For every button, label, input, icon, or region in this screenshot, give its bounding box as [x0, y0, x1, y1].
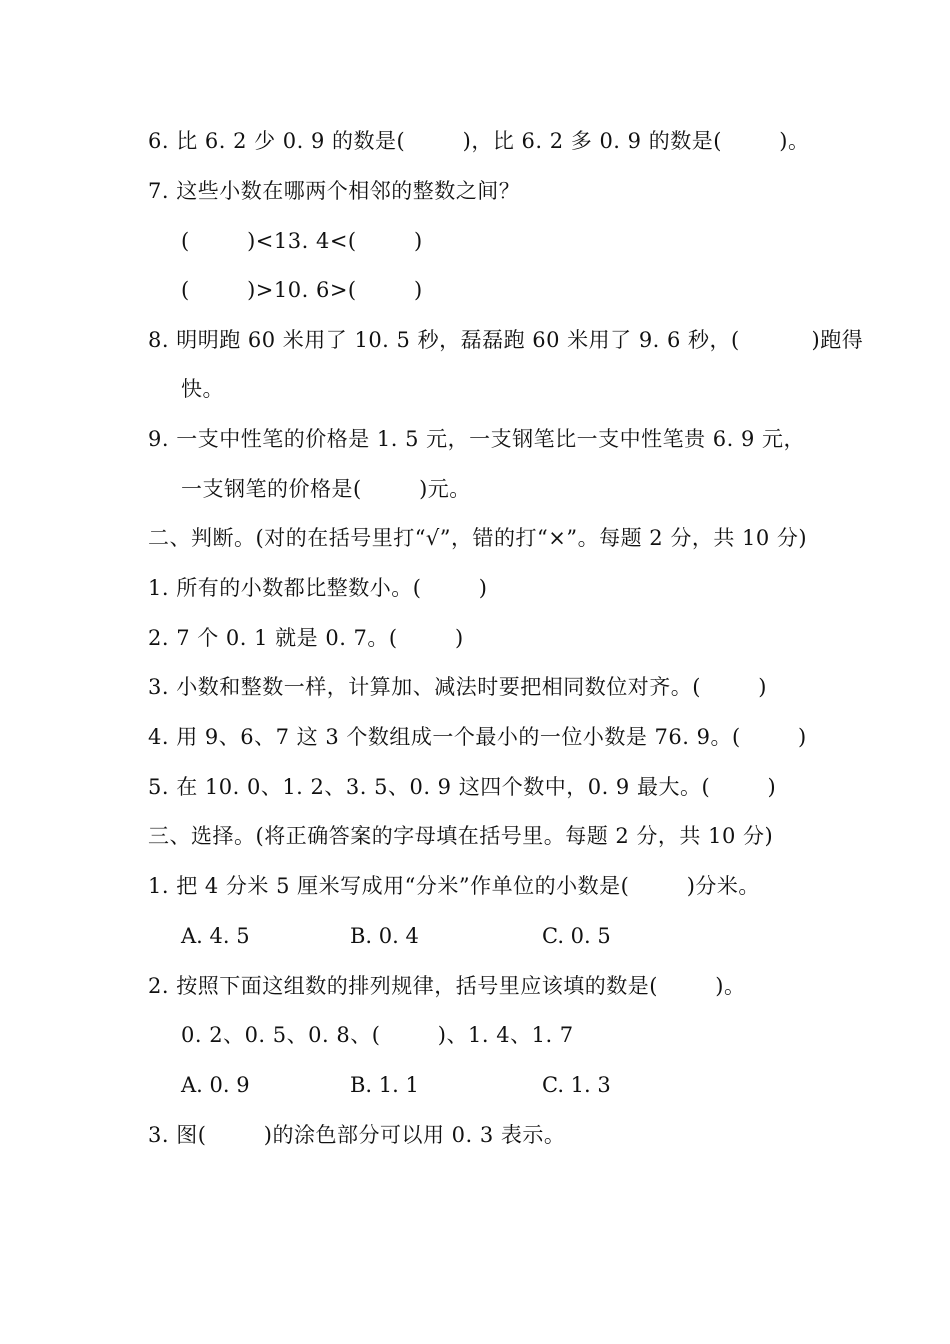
question-6: 6. 比 6. 2 少 0. 9 的数是( )，比 6. 2 多 0. 9 的数是( )。: [148, 129, 810, 153]
question-7-inequality-a: ( )<13. 4<( ): [181, 229, 423, 253]
choice-1-option-b: B. 0. 4: [350, 924, 419, 948]
judge-item-5: 5. 在 10. 0、1. 2、3. 5、0. 9 这四个数中，0. 9 最大。( ): [148, 775, 777, 799]
section-judge-heading: 二、判断。(对的在括号里打“√”，错的打“×”。每题 2 分，共 10 分): [148, 526, 808, 550]
judge-item-2: 2. 7 个 0. 1 就是 0. 7。( ): [148, 626, 464, 650]
choice-2-option-b: B. 1. 1: [350, 1073, 419, 1097]
choice-1-option-c: C. 0. 5: [542, 924, 611, 948]
judge-item-1: 1. 所有的小数都比整数小。( ): [148, 576, 488, 600]
question-7: 7. 这些小数在哪两个相邻的整数之间？: [148, 179, 521, 203]
choice-question-2: 2. 按照下面这组数的排列规律，括号里应该填的数是( )。: [148, 974, 746, 998]
choice-2-sequence: 0. 2、0. 5、0. 8、( )、1. 4、1. 7: [181, 1023, 574, 1047]
question-9-line-1: 9. 一支中性笔的价格是 1. 5 元，一支钢笔比一支中性笔贵 6. 9 元，: [148, 427, 806, 451]
question-8-line-2: 快。: [181, 377, 224, 401]
choice-question-1: 1. 把 4 分米 5 厘米写成用“分米”作单位的小数是( )分米。: [148, 874, 760, 898]
judge-item-3: 3. 小数和整数一样，计算加、减法时要把相同数位对齐。( ): [148, 675, 767, 699]
judge-item-4: 4. 用 9、6、7 这 3 个数组成一个最小的一位小数是 76. 9。( ): [148, 725, 807, 749]
section-choice-heading: 三、选择。(将正确答案的字母填在括号里。每题 2 分，共 10 分): [148, 824, 774, 848]
choice-1-option-a: A. 4. 5: [181, 924, 250, 948]
question-8-line-1: 8. 明明跑 60 米用了 10. 5 秒，磊磊跑 60 米用了 9. 6 秒，( )跑得: [148, 328, 864, 352]
choice-question-3: 3. 图( )的涂色部分可以用 0. 3 表示。: [148, 1123, 566, 1147]
choice-2-option-c: C. 1. 3: [542, 1073, 611, 1097]
question-7-inequality-b: ( )>10. 6>( ): [181, 278, 423, 302]
choice-2-option-a: A. 0. 9: [181, 1073, 250, 1097]
question-9-line-2: 一支钢笔的价格是( )元。: [181, 477, 471, 501]
